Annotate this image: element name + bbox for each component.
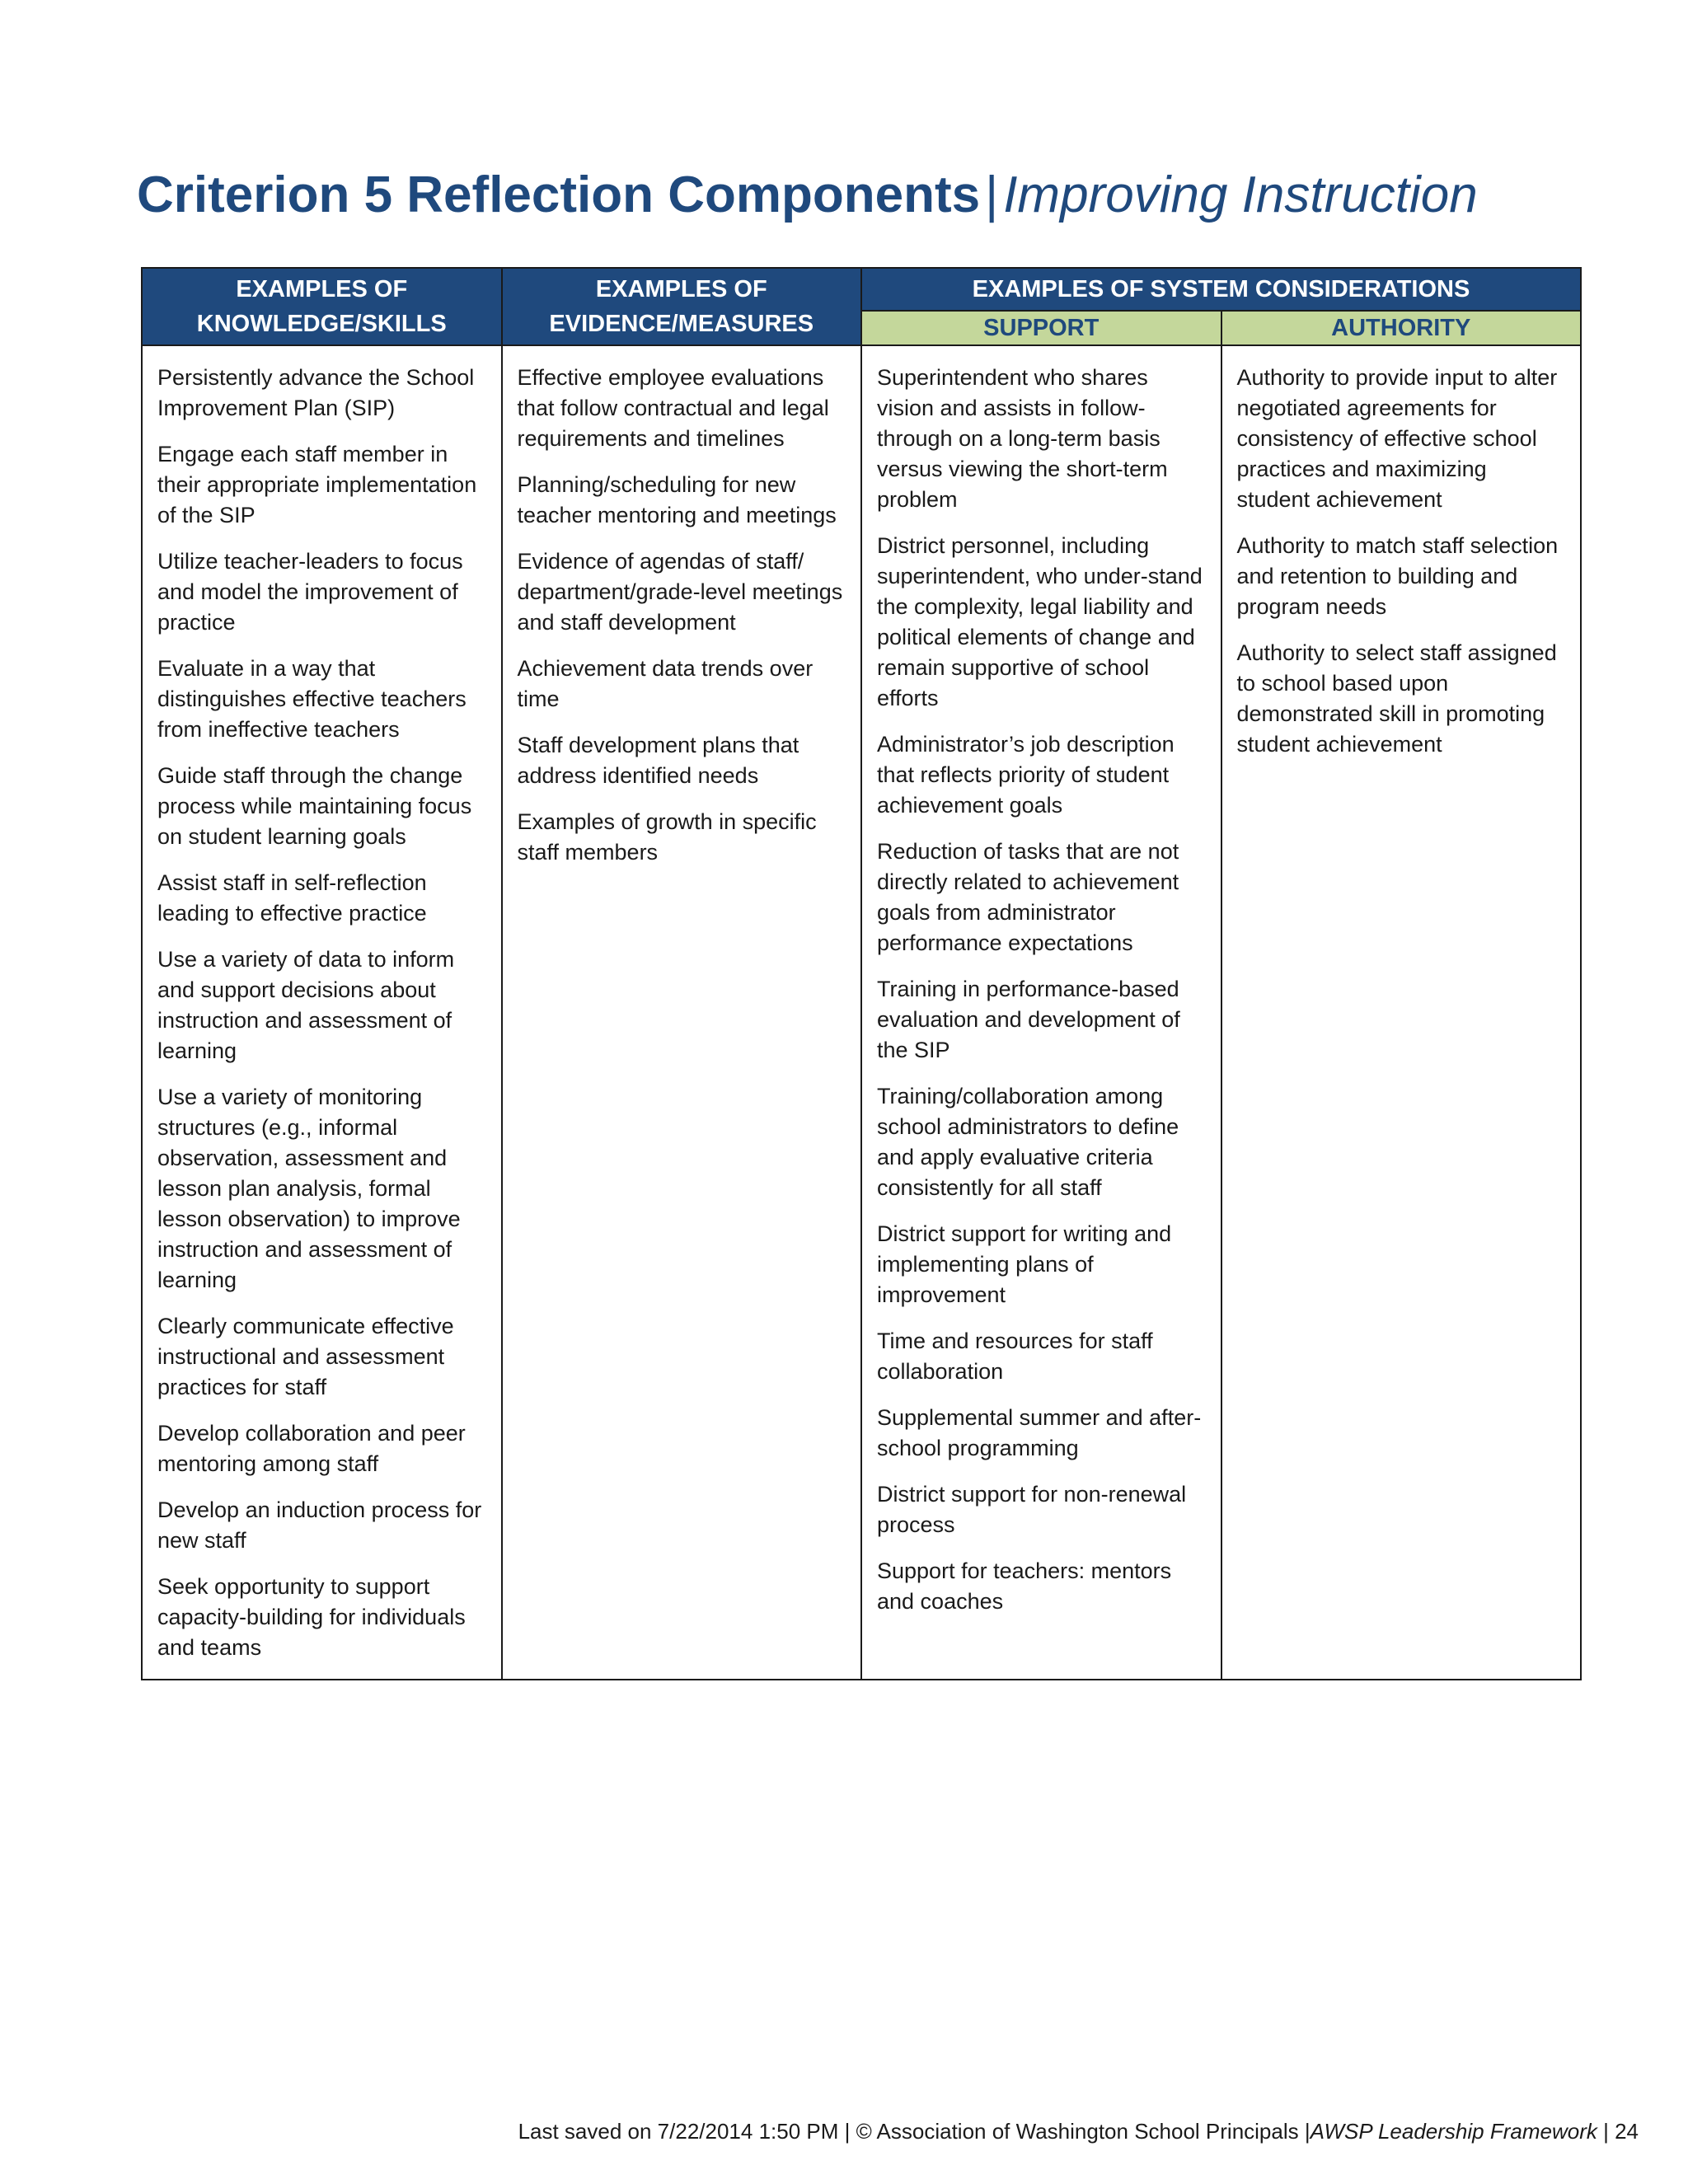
support-item: Training/collaboration among school administrators to define and apply evaluative criteria consistently for all staff (877, 1084, 1179, 1200)
support-item: Supplemental summer and after-school programming (877, 1405, 1202, 1460)
page-title (137, 158, 1478, 232)
knowledge-skill-item: Evaluate in a way that distinguishes effective teachers from ineffective teachers (157, 656, 467, 742)
knowledge-skills-list (157, 363, 486, 1663)
evidence-measure-item: Evidence of agendas of staff/ department/grade-level meetings and staff development (517, 549, 843, 635)
knowledge-skill-item: Develop collaboration and peer mentoring among staff (157, 1421, 466, 1476)
header-support: SUPPORT (861, 311, 1221, 345)
knowledge-skill-item: Develop an induction process for new staff (157, 1497, 482, 1553)
knowledge-skill-item: Persistently advance the School Improvement Plan (SIP) (157, 365, 475, 420)
header-knowledge-skills: EXAMPLES OF KNOWLEDGE/SKILLS (142, 268, 502, 345)
header-evidence-measures: EXAMPLES OF EVIDENCE/MEASURES (502, 268, 862, 345)
header-authority: AUTHORITY (1221, 311, 1582, 345)
reflection-components-table (141, 267, 1582, 1680)
evidence-measure-item: Planning/scheduling for new teacher mentoring and meetings (517, 472, 837, 527)
knowledge-skill-item: Clearly communicate effective instructional and assessment practices for staff (157, 1314, 454, 1399)
knowledge-skill-item: Engage each staff member in their appropriate implementation of the SIP (157, 442, 477, 527)
support-item: Time and resources for staff collaboration (877, 1329, 1153, 1384)
knowledge-skill-item: Guide staff through the change process while maintaining focus on student learning goals (157, 763, 472, 849)
support-item: District support for writing and implementing plans of improvement (877, 1221, 1172, 1307)
authority-item: Authority to provide input to alter negotiated agreements for consistency of effective school practices and maximizing student achievement (1236, 365, 1558, 512)
evidence-measure-item: Examples of growth in specific staff members (517, 809, 817, 865)
support-cell (861, 345, 1221, 1680)
footer-framework-title: AWSP Leadership Framework (1310, 2119, 1597, 2144)
evidence-measure-item: Effective employee evaluations that follow contractual and legal requirements and timelines (517, 365, 829, 451)
support-item: District support for non-renewal process (877, 1482, 1187, 1537)
support-item: Administrator’s job description that reflects priority of student achievement goals (877, 732, 1175, 818)
evidence-measures-cell (502, 345, 862, 1680)
title-subtitle: Improving Instruction (1003, 166, 1478, 223)
evidence-measure-item: Achievement data trends over time (517, 656, 814, 711)
title-separator: | (985, 166, 999, 223)
support-item: Reduction of tasks that are not directly related to achievement goals from administrator performance expectations (877, 839, 1179, 955)
knowledge-skill-item: Seek opportunity to support capacity-building for individuals and teams (157, 1574, 466, 1660)
support-item: District personnel, including superintendent, who under-stand the complexity, legal liability and political elements of change and remain supportive of school efforts (877, 533, 1203, 710)
footer-page-number: | 24 (1603, 2119, 1639, 2144)
knowledge-skill-item: Use a variety of monitoring structures (e.g., informal observation, assessment and lesson plan analysis, formal lesson observation) to improve instruction and assessment of learning (157, 1085, 461, 1292)
header-system-considerations: EXAMPLES OF SYSTEM CONSIDERATIONS (861, 268, 1581, 311)
body-row (142, 345, 1581, 1680)
authority-cell (1221, 345, 1582, 1680)
knowledge-skill-item: Assist staff in self-reflection leading to effective practice (157, 870, 427, 926)
support-item: Training in performance-based evaluation and development of the SIP (877, 977, 1180, 1062)
footer-save-info: Last saved on 7/22/2014 1:50 PM | © Association of Washington School Principals | (518, 2119, 1311, 2144)
authority-list (1237, 363, 1566, 760)
title-main: Criterion 5 Reflection Components (137, 166, 981, 223)
support-list (877, 363, 1206, 1617)
knowledge-skill-item: Use a variety of data to inform and support decisions about instruction and assessment of learning (157, 947, 455, 1063)
support-item: Superintendent who shares vision and assists in follow-through on a long-term basis versus viewing the short-term problem (877, 365, 1168, 512)
header-row (142, 268, 1581, 311)
authority-item: Authority to match staff selection and retention to building and program needs (1236, 533, 1559, 619)
knowledge-skills-cell (142, 345, 502, 1680)
page-footer (518, 2116, 1639, 2146)
knowledge-skill-item: Utilize teacher-leaders to focus and model the improvement of practice (157, 549, 463, 635)
evidence-measures-list (518, 363, 846, 868)
authority-item: Authority to select staff assigned to school based upon demonstrated skill in promoting student achievement (1236, 640, 1557, 757)
support-item: Support for teachers: mentors and coaches (877, 1558, 1172, 1614)
evidence-measure-item: Staff development plans that address identified needs (517, 733, 799, 788)
